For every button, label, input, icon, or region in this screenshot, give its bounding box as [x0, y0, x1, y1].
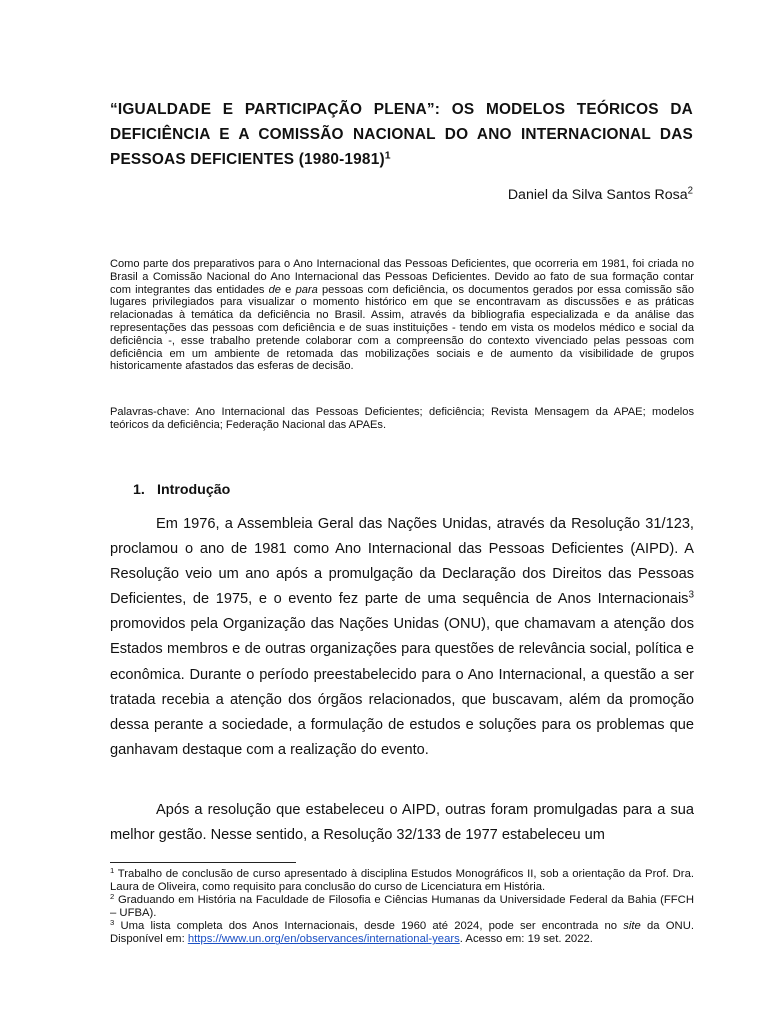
author-name: Daniel da Silva Santos Rosa	[507, 187, 688, 203]
section-number: 1.	[133, 482, 145, 498]
author-line	[508, 185, 693, 205]
abstract-emphasis-de: de	[268, 283, 281, 296]
footnote-3-text-c: . Acesso em: 19 set. 2022.	[459, 933, 593, 946]
paper-title-text: “IGUALDADE E PARTICIPAÇÃO PLENA”: OS MODELOS TEÓRICOS DA DEFICIÊNCIA E A COMISSÃO NACIONAL DO ANO INTERNACIONAL DAS PESSOAS DEFICIENTES (1980-1981)	[110, 101, 693, 168]
section-heading	[133, 480, 230, 500]
footnote-1	[110, 865, 694, 894]
footnote-3-text-a: Uma lista completa dos Anos Internacionais, desde 1960 até 2024, pode ser encontrada no	[114, 920, 624, 933]
abstract-text-3: pessoas com deficiência, os documentos gerados por essa comissão são lugares privilegiados para visualizar o momento histórico em que se encontravam as discussões e as práticas relacionadas à temática da deficiência no Brasil. Assim, através da bibliografia especializada e da análise das representações das pessoas com deficiência e de suas instituições - tendo em vista os modelos médico e social da deficiência -, esse trabalho pretende colaborar com a compreensão do contexto vivenciado pelas pessoas com deficiência em um ambiente de retomada das mobilizações sociais e de aumento da visibilidade de grupos historicamente afastados das esferas de decisão.	[110, 283, 694, 373]
paragraph-1-text-b: promovidos pela Organização das Nações Unidas (ONU), que chamavam a atenção dos Estados membros e de outras organizações para questões de relevância social, política e econômica. Durante o período preestabelecido para o Ano Internacional, a questão a ser tratada recebia a atenção dos órgãos relacionados, que buscavam, além da promoção dessa perante a sociedade, a formulação de estudos e soluções para os problemas que ganhavam destaque com a realização do evento.	[110, 616, 694, 758]
paragraph-1-text-a: Em 1976, a Assembleia Geral das Nações Unidas, através da Resolução 31/123, proclamou o ano de 1981 como Ano Internacional das Pessoas Deficientes (AIPD). A Resolução veio um ano após a promulgação da Declaração dos Direitos das Pessoas Deficientes, de 1975, e o evento fez parte de uma sequência de Anos Internacionais	[110, 516, 694, 608]
paragraph-footnote-ref[interactable]: 3	[688, 589, 694, 601]
footnote-3	[110, 920, 694, 946]
footnote-1-text: Trabalho de conclusão de curso apresentado à disciplina Estudos Monográficos II, sob a orientação da Prof. Dra. Laura de Oliveira, como requisito para conclusão do curso de Licenciatura em História.	[110, 868, 694, 894]
un-years-link[interactable]: https://www.un.org/en/observances/international-years	[187, 933, 460, 946]
paper-title	[110, 97, 693, 172]
abstract-text-1: Como parte dos preparativos para o Ano Internacional das Pessoas Deficientes, que ocorreria em 1981, foi criada no Brasil a Comissão Nacional do Ano Internacional das Pessoas Deficientes. Devido ao fato de sua formação contar com integrantes das entidades	[110, 258, 694, 296]
body-paragraph-2: Após a resolução que estabeleceu o AIPD, outras foram promulgadas para a sua melhor gestão. Nesse sentido, a Resolução 32/133 de 1977 estabeleceu um	[110, 802, 694, 844]
footnote-3-text-b: da ONU. Disponível em:	[110, 920, 694, 946]
footnote-2	[110, 891, 694, 920]
abstract	[110, 258, 694, 373]
footnote-3-mark: 3	[110, 918, 115, 928]
keywords: Palavras-chave: Ano Internacional das Pessoas Deficientes; deficiência; Revista Mensagem da APAE; modelos teóricos da deficiência; Federação Nacional das APAEs.	[110, 406, 694, 431]
abstract-text-2: e	[280, 283, 296, 296]
body-paragraph-1	[110, 512, 694, 763]
footnote-2-text: Graduando em História na Faculdade de Filosofia e Ciências Humanas da Universidade Federal da Bahia (FFCH – UFBA).	[110, 894, 694, 920]
footnote-1-mark: 1	[110, 865, 115, 875]
footnote-separator	[110, 862, 296, 863]
footnote-2-mark: 2	[110, 891, 115, 901]
footnotes	[110, 865, 694, 947]
footnote-3-emphasis-site: site	[623, 920, 641, 933]
author-footnote-ref[interactable]: 2	[687, 185, 693, 197]
title-footnote-ref[interactable]: 1	[384, 150, 391, 162]
section-title: Introdução	[157, 482, 231, 498]
abstract-emphasis-para: para	[295, 283, 318, 296]
